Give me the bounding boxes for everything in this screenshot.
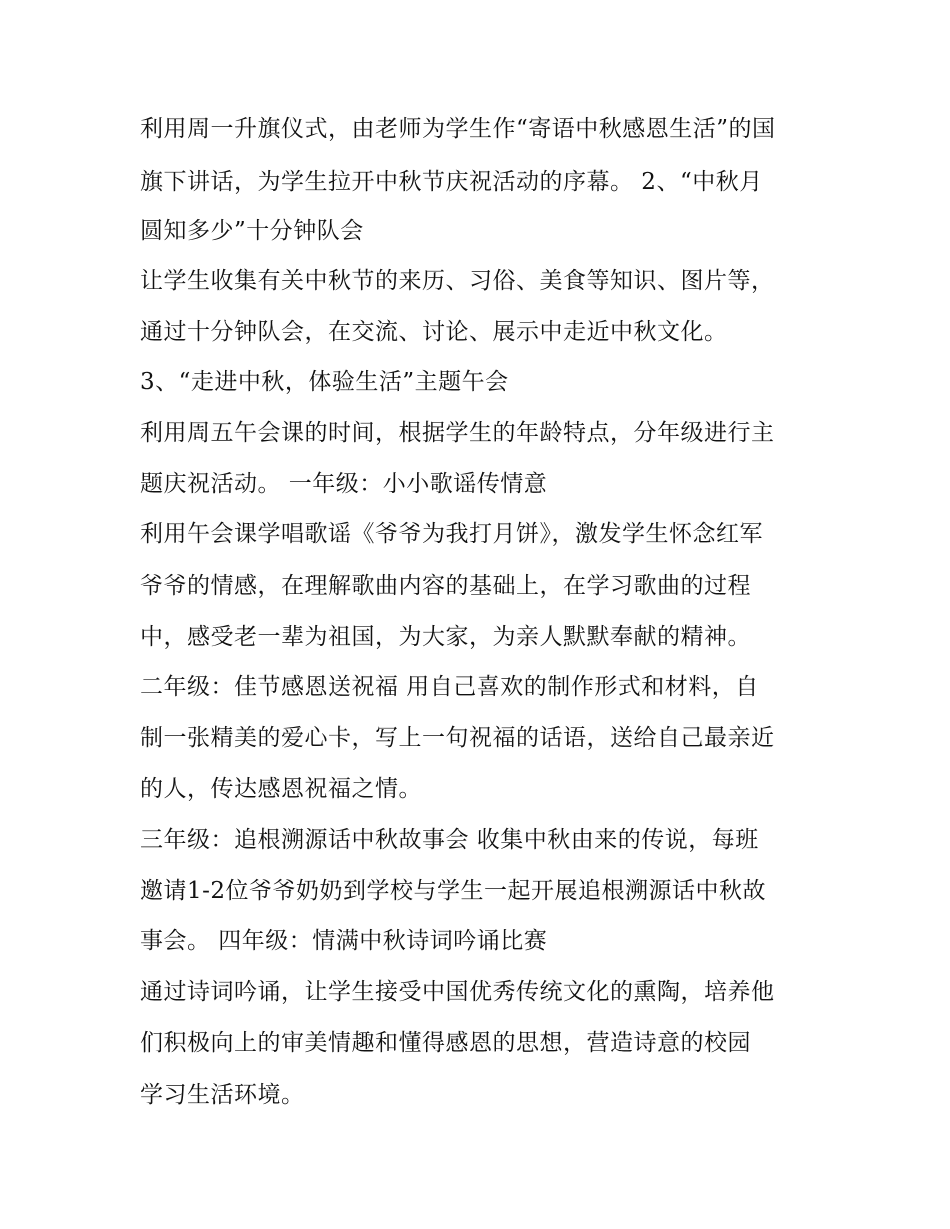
text-line: 二年级：佳节感恩送祝福 用自己喜欢的制作形式和材料，自 (140, 674, 759, 700)
text-line: 利用周五午会课的时间，根据学生的年龄特点，分年级进行主 (140, 420, 775, 446)
text-line: 通过十分钟队会，在交流、讨论、展示中走近中秋文化。 (140, 319, 728, 345)
text-line: 圆知多少”十分钟队会 (140, 218, 364, 244)
text-line: 事会。 四年级：情满中秋诗词吟诵比赛 (140, 928, 548, 954)
text-line: 3、“走进中秋，体验生活”主题午会 (140, 369, 509, 395)
text-line: 三年级：追根溯源话中秋故事会 收集中秋由来的传说，每班 (140, 827, 759, 853)
text-line: 学习生活环境。 (140, 1082, 305, 1108)
text-line: 的人，传达感恩祝福之情。 (140, 776, 422, 802)
text-line: 中，感受老一辈为祖国，为大家，为亲人默默奉献的精神。 (140, 624, 751, 650)
text-line: 爷爷的情感，在理解歌曲内容的基础上，在学习歌曲的过程 (140, 573, 751, 599)
text-line: 利用午会课学唱歌谣《爷爷为我打月饼》，激发学生怀念红军 (140, 521, 763, 547)
text-line: 题庆祝活动。 一年级：小小歌谣传情意 (140, 471, 548, 497)
text-line: 邀请1-2位爷爷奶奶到学校与学生一起开展追根溯源话中秋故 (140, 878, 767, 904)
text-line: 利用周一升旗仪式，由老师为学生作“寄语中秋感恩生活”的国 (140, 116, 776, 142)
text-line: 通过诗词吟诵，让学生接受中国优秀传统文化的熏陶，培养他 (140, 979, 775, 1005)
text-line: 们积极向上的审美情趣和懂得感恩的思想，营造诗意的校园 (140, 1030, 751, 1056)
text-line: 让学生收集有关中秋节的来历、习俗、美食等知识、图片等， (140, 268, 775, 294)
text-line: 旗下讲话，为学生拉开中秋节庆祝活动的序幕。 2、“中秋月 (140, 169, 763, 195)
text-line: 制一张精美的爱心卡，写上一句祝福的话语，送给自己最亲近 (140, 725, 775, 751)
